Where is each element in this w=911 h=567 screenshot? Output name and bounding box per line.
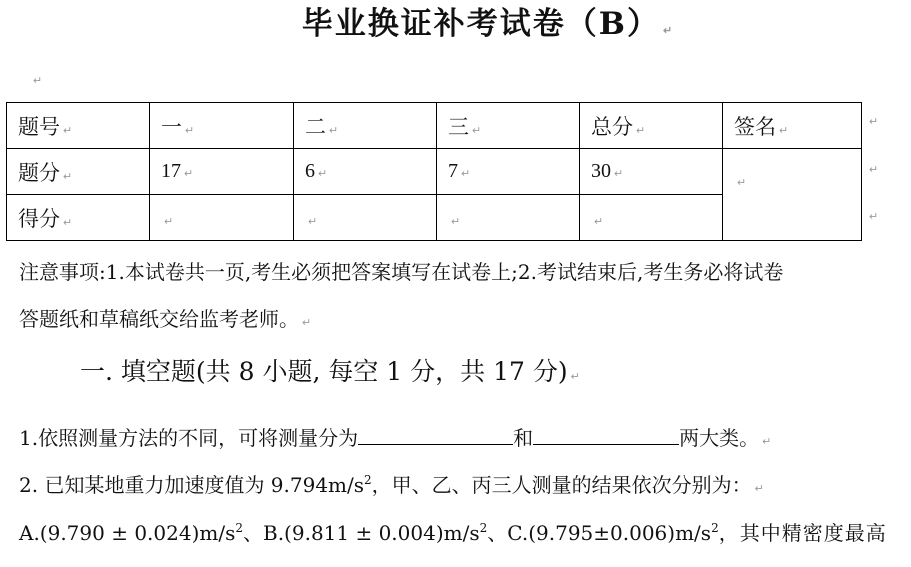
header-cell-part-1: 一 ↵ bbox=[150, 103, 294, 149]
row-label-scores: 得分 ↵ bbox=[7, 195, 150, 241]
points-cell-part-1: 17 ↵ bbox=[150, 149, 294, 195]
score-table bbox=[6, 102, 862, 241]
paragraph-mark-icon: ↵ bbox=[662, 25, 675, 37]
points-cell-part-2: 6 ↵ bbox=[294, 149, 437, 195]
table-row-header bbox=[7, 103, 862, 149]
header-cell-part-2: 二 ↵ bbox=[294, 103, 437, 149]
score-field-part-2[interactable]: ↵ bbox=[294, 195, 437, 241]
question-1: 1.依照测量方法的不同，可将测量分为 和 两大类。 ↵ bbox=[19, 426, 772, 450]
answer-blank-2[interactable] bbox=[533, 424, 679, 445]
row-end-mark-icon: ↵ bbox=[869, 164, 879, 176]
header-cell-question-no: 题号 ↵ bbox=[7, 103, 150, 149]
option-b: B.(9.811 ± 0.004)m/s bbox=[263, 521, 480, 545]
row-label-points: 题分 ↵ bbox=[7, 149, 150, 195]
question-2-options: $A.(9.790 \pm 0.024)m/s^2$、$B.(9.811 \pm 0.004)m/s^2$、$C.(9.795\pm 0.006)m/s^2$，其中精密度最高 bbox=[19, 521, 887, 545]
points-cell-total: 30 ↵ bbox=[580, 149, 723, 195]
notice-line-1: 注意事项:1.本试卷共一页,考生必须把答案填写在试卷上;2.考试结束后,考生务必将试卷 bbox=[19, 260, 784, 284]
row-end-mark-icon: ↵ bbox=[869, 211, 879, 223]
signature-field[interactable]: ↵ bbox=[723, 149, 862, 241]
header-cell-part-3: 三 ↵ bbox=[437, 103, 580, 149]
paragraph-mark-icon: ↵ bbox=[33, 75, 43, 87]
row-end-mark-icon: ↵ bbox=[869, 116, 879, 128]
section-heading-fill-in: 一. 填空题(共 8 小题, 每空 1 分，共 17 分) ↵ bbox=[80, 357, 580, 386]
exam-title-text: 毕业换证补考试卷（B） bbox=[301, 6, 660, 42]
score-field-part-3[interactable]: ↵ bbox=[437, 195, 580, 241]
score-field-part-1[interactable]: ↵ bbox=[150, 195, 294, 241]
score-field-total[interactable]: ↵ bbox=[580, 195, 723, 241]
question-2: 2. 已知某地重力加速度值为 $9.794m/s^2$，甲、乙、丙三人测量的结果依次分别为： ↵ bbox=[19, 473, 764, 497]
header-cell-signature: 签名 ↵ bbox=[723, 103, 862, 149]
points-cell-part-3: 7 ↵ bbox=[437, 149, 580, 195]
option-c: C.(9.795±0.006)m/s bbox=[507, 521, 712, 545]
table-row-points bbox=[7, 149, 862, 195]
answer-blank-1[interactable] bbox=[358, 424, 513, 445]
option-a: A.(9.790 ± 0.024)m/s bbox=[19, 521, 236, 545]
exam-title bbox=[0, 2, 911, 53]
notice-line-2: 答题纸和草稿纸交给监考老师。 ↵ bbox=[19, 307, 312, 331]
header-cell-total: 总分 ↵ bbox=[580, 103, 723, 149]
